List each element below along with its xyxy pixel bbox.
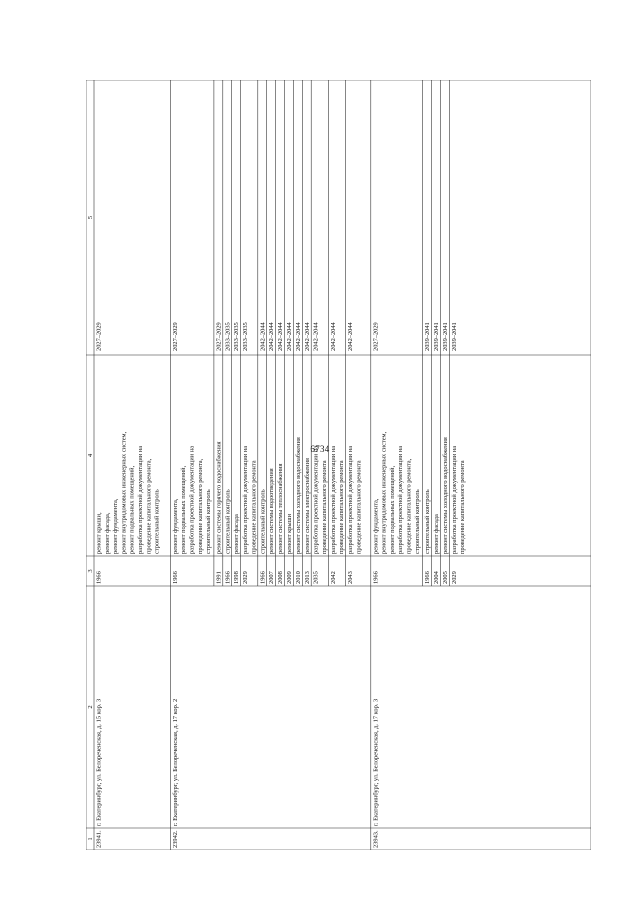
subrow-period: 2039–2041 xyxy=(424,322,432,351)
row-work-line: ремонт подвальных помещений, xyxy=(388,465,396,554)
subrow-year: 2043 xyxy=(347,571,355,584)
subrow-period: 2039–2041 xyxy=(450,322,458,351)
repair-schedule-table xyxy=(86,80,591,850)
subrow-year: 1966 xyxy=(259,571,267,584)
subrow-work-line: разработка проектной документации на xyxy=(242,445,250,554)
subrow-year: 2009 xyxy=(286,571,293,584)
subrow-year: 2042 xyxy=(329,571,337,584)
row-work-line: ремонт подвальных помещений, xyxy=(180,465,188,554)
row-work-line: ремонт внутридомовых инженерных систем, xyxy=(380,431,388,554)
header-cell-4: 4 xyxy=(87,453,94,458)
row-work-line: ремонт внутридомовых инженерных систем, xyxy=(120,431,128,554)
row-work-line: разработка проектной документации на xyxy=(188,445,196,554)
subrow-year: 1966 xyxy=(424,571,432,584)
subrow-work-line: ремонт системы холодного водоснабжения xyxy=(294,437,302,554)
subrow-work-line: разработка проектной документации на xyxy=(347,445,355,554)
page-number: 6734 xyxy=(310,444,330,454)
row-work-line: ремонт фасада, xyxy=(103,512,111,554)
row-work-line: ремонт фундамента, xyxy=(171,498,179,554)
subrow-work-line: ремонт крыши xyxy=(286,513,293,554)
subrow-year: 2035 xyxy=(312,571,320,584)
subrow-work-line: ремонт системы горячего водоснабжения xyxy=(215,441,223,554)
subrow-year: 1991 xyxy=(215,571,223,584)
subrow-work-line: разработка проектной документации на xyxy=(329,445,337,554)
subrow-period: 2042–2044 xyxy=(277,322,285,351)
row-year: 1966 xyxy=(171,571,179,584)
row-work-line: ремонт крыши, xyxy=(95,512,103,554)
subrow-work-line: проведение капитального ремонта xyxy=(459,460,467,554)
row-work-line: строительный контроль xyxy=(205,489,213,554)
row-number: 23941. xyxy=(95,830,103,848)
subrow-work-line: проведение капитального ремонта xyxy=(355,460,363,554)
subrow-period: 2042–2044 xyxy=(294,322,302,351)
subrow-work-line: проведение капитального ремонта xyxy=(321,460,328,554)
subrow-work-line: разработка проектной документации на xyxy=(450,445,458,554)
subrow-work-line: ремонт фасада xyxy=(433,514,440,554)
subrow-work-line: ремонт системы холодного водоснабжения xyxy=(441,437,449,554)
subrow-work-line: проведение капитального ремонта xyxy=(338,460,346,554)
row-work-line: ремонт подвальных помещений, xyxy=(128,465,136,554)
subrow-period: 2033–2035 xyxy=(224,322,232,351)
row-year: 1966 xyxy=(95,571,103,584)
subrow-work-line: ремонт фасада xyxy=(233,514,241,554)
subrow-work-line: проведение капитального ремонта xyxy=(250,460,258,554)
subrow-period: 2042–2044 xyxy=(303,322,311,351)
subrow-year: 1998 xyxy=(233,571,241,584)
subrow-period: 2042–2044 xyxy=(286,322,293,351)
subrow-period: 2042–2044 xyxy=(259,322,267,351)
subrow-period: 2033–2035 xyxy=(233,322,241,351)
subrow-work-line: разработка проектной документации на xyxy=(312,445,320,554)
row-year: 1966 xyxy=(372,571,380,584)
header-cell-1: 1 xyxy=(87,837,94,841)
row-work-line: проведение капитального ремонта, xyxy=(405,458,413,554)
subrow-period: 2042–2044 xyxy=(312,322,320,351)
header-cell-5: 5 xyxy=(87,215,94,220)
row-number: 23942. xyxy=(171,830,179,848)
subrow-period: 2042–2044 xyxy=(347,322,355,351)
row-period: 2027–2029 xyxy=(95,322,103,351)
subrow-work-line: ремонт системы электроснабжения xyxy=(303,458,311,554)
row-work-line: проведение капитального ремонта, xyxy=(196,458,204,554)
row-address: г. Екатеринбург, ул. Белореченская, д. 15 кор. 3 xyxy=(95,698,103,826)
header-cell-2: 2 xyxy=(87,705,94,709)
row-work-line: ремонт фундамента, xyxy=(372,498,380,554)
subrow-work-line: ремонт системы водоотведения xyxy=(268,468,276,554)
row-number: 23943. xyxy=(372,830,380,848)
subrow-period: 2039–2041 xyxy=(441,322,449,351)
subrow-year: 2010 xyxy=(294,571,302,584)
row-work-line: строительный контроль xyxy=(413,489,421,554)
subrow-year: 2005 xyxy=(441,571,449,584)
subrow-period: 2033–2035 xyxy=(242,322,250,351)
subrow-work-line: ремонт системы теплоснабжения xyxy=(277,463,285,554)
subrow-period: 2027–2029 xyxy=(215,322,223,351)
subrow-year: 2013 xyxy=(303,571,311,584)
row-work-line: строительный контроль xyxy=(153,489,161,554)
subrow-year: 2004 xyxy=(433,571,440,584)
subrow-year: 2029 xyxy=(242,571,250,584)
subrow-year: 2029 xyxy=(450,571,458,584)
subrow-period: 2042–2044 xyxy=(329,322,337,351)
subrow-period: 2042–2044 xyxy=(268,322,276,351)
row-address: г. Екатеринбург, ул. Белореченская, д. 17 кор. 3 xyxy=(372,698,380,826)
row-work-line: разработка проектной документации на xyxy=(137,445,144,554)
row-address: г. Екатеринбург, ул. Белореченская, д. 17 кор. 2 xyxy=(171,698,179,826)
row-work-line: проведение капитального ремонта, xyxy=(145,458,153,554)
subrow-year: 1966 xyxy=(224,571,232,584)
row-period: 2027–2029 xyxy=(171,322,179,351)
subrow-work-line: строительный контроль xyxy=(259,489,267,554)
row-period: 2027–2029 xyxy=(372,322,380,351)
row-work-line: ремонт фундамента, xyxy=(112,498,120,554)
subrow-work-line: строительный контроль xyxy=(424,489,432,554)
subrow-year: 2008 xyxy=(277,571,285,584)
row-work-line: разработка проектной документации на xyxy=(397,445,405,554)
header-cell-3: 3 xyxy=(87,569,94,573)
subrow-period: 2039–2041 xyxy=(433,322,440,351)
subrow-year: 2007 xyxy=(268,571,276,584)
subrow-work-line: строительный контроль xyxy=(224,489,232,554)
